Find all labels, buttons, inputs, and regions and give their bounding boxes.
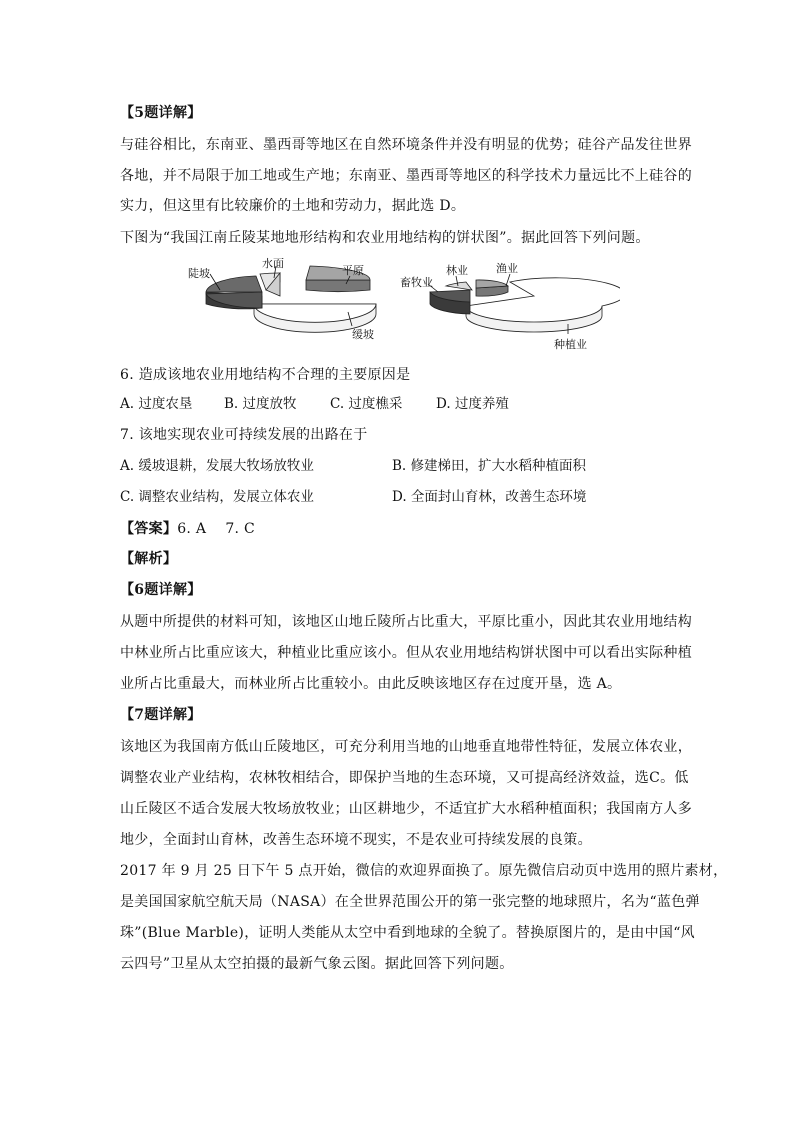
question-7-option-d[interactable]: D. 全面封山育林，改善生态环境 bbox=[392, 489, 587, 505]
section5-line-1: 与硅谷相比，东南亚、墨西哥等地区在自然环境条件并没有明显的优势；硅谷产品发往世界 bbox=[120, 137, 692, 153]
pie-label-water: 水面 bbox=[262, 257, 284, 270]
answer-text: 6. A 7. C bbox=[177, 521, 256, 537]
question-6-option-c[interactable]: C. 过度樵采 bbox=[330, 396, 403, 412]
passage-line-4: 云四号”卫星从太空拍摄的最新气象云图。据此回答下列问题。 bbox=[120, 956, 514, 972]
land-use-pie-chart bbox=[400, 261, 620, 351]
passage-line-2: 是美国国家航空航天局（NASA）在全世界范围公开的第一张完整的地球照片，名为“蓝色弹 bbox=[120, 894, 700, 910]
question-6-option-d[interactable]: D. 过度养殖 bbox=[436, 396, 509, 412]
section7-line-3: 山丘陵区不适合发展大牧场放牧业；山区耕地少，不适宜扩大水稻种植面积；我国南方人多 bbox=[120, 801, 692, 817]
question-7-stem: 7. 该地实现农业可持续发展的出路在于 bbox=[120, 427, 368, 443]
section7-line-2: 调整农业产业结构，农林牧相结合，即保护当地的生态环境，又可提高经济效益，选C。低 bbox=[120, 770, 689, 786]
section7-line-4: 地少，全面封山育林，改善生态环境不现实，不是农业可持续发展的良策。 bbox=[120, 832, 592, 848]
pie-slice-animal-husbandry bbox=[430, 290, 470, 314]
pie-label-forestry: 林业 bbox=[446, 264, 468, 277]
section6-line-3: 业所占比重最大，而林业所占比重较小。由此反映该地区存在过度开垦，选 A。 bbox=[120, 676, 622, 692]
pie-label-plain: 平原 bbox=[342, 264, 364, 277]
section5-line-2: 各地，并不局限于加工地或生产地；东南亚、墨西哥等地区的科学技术力量远比不上硅谷的 bbox=[120, 168, 692, 184]
pie-charts bbox=[170, 252, 620, 362]
section5-heading: 【5题详解】 bbox=[120, 105, 202, 121]
section7-heading: 【7题详解】 bbox=[120, 707, 202, 723]
answer-label: 【答案】 bbox=[120, 521, 178, 537]
pie-label-fishery: 渔业 bbox=[496, 262, 518, 275]
section6-line-1: 从题中所提供的材料可知，该地区山地丘陵所占比重大，平原比重小，因此其农业用地结构 bbox=[120, 614, 692, 630]
question-6-option-a[interactable]: A. 过度农垦 bbox=[120, 396, 193, 412]
section7-line-1: 该地区为我国南方低山丘陵地区，可充分利用当地的山地垂直地带性特征，发展立体农业， bbox=[120, 739, 692, 755]
answer-line bbox=[120, 519, 680, 539]
passage-line-1: 2017 年 9 月 25 日下午 5 点开始，微信的欢迎界面换了。原先微信启动页中选用的照片素材， bbox=[120, 863, 728, 879]
pie-slice-forestry bbox=[446, 282, 472, 290]
analysis-heading: 【解析】 bbox=[120, 551, 178, 567]
question-7-option-c[interactable]: C. 调整农业结构，发展立体农业 bbox=[120, 489, 314, 505]
passage-line-3: 珠”(Blue Marble)，证明人类能从太空中看到地球的全貌了。替换原图片的，是由中国“风 bbox=[120, 925, 695, 941]
pie-label-animal-husbandry: 畜牧业 bbox=[400, 276, 433, 289]
section6-heading: 【6题详解】 bbox=[120, 582, 202, 598]
pie-slice-water bbox=[260, 273, 280, 296]
section5-line-3: 实力，但这里有比较廉价的土地和劳动力，据此选 D。 bbox=[120, 198, 466, 214]
pie-label-crop-farming: 种植业 bbox=[554, 338, 587, 351]
question-7-option-b[interactable]: B. 修建梯田，扩大水稻种植面积 bbox=[392, 458, 587, 474]
question-6-stem: 6. 造成该地农业用地结构不合理的主要原因是 bbox=[120, 367, 411, 383]
pie-label-steep-slope: 陡坡 bbox=[188, 267, 210, 280]
terrain-pie-chart bbox=[188, 256, 376, 341]
pie-slice-fishery bbox=[476, 280, 508, 296]
question-7-option-a[interactable]: A. 缓坡退耕，发展大牧场放牧业 bbox=[120, 458, 314, 474]
section6-line-2: 中林业所占比重应该大，种植业比重应该小。但从农业用地结构饼状图中可以看出实际种植 bbox=[120, 645, 692, 661]
chart-intro: 下图为“我国江南丘陵某地地形结构和农业用地结构的饼状图”。据此回答下列问题。 bbox=[120, 230, 650, 246]
pie-label-gentle-slope: 缓坡 bbox=[352, 328, 374, 341]
question-6-option-b[interactable]: B. 过度放牧 bbox=[224, 396, 297, 412]
